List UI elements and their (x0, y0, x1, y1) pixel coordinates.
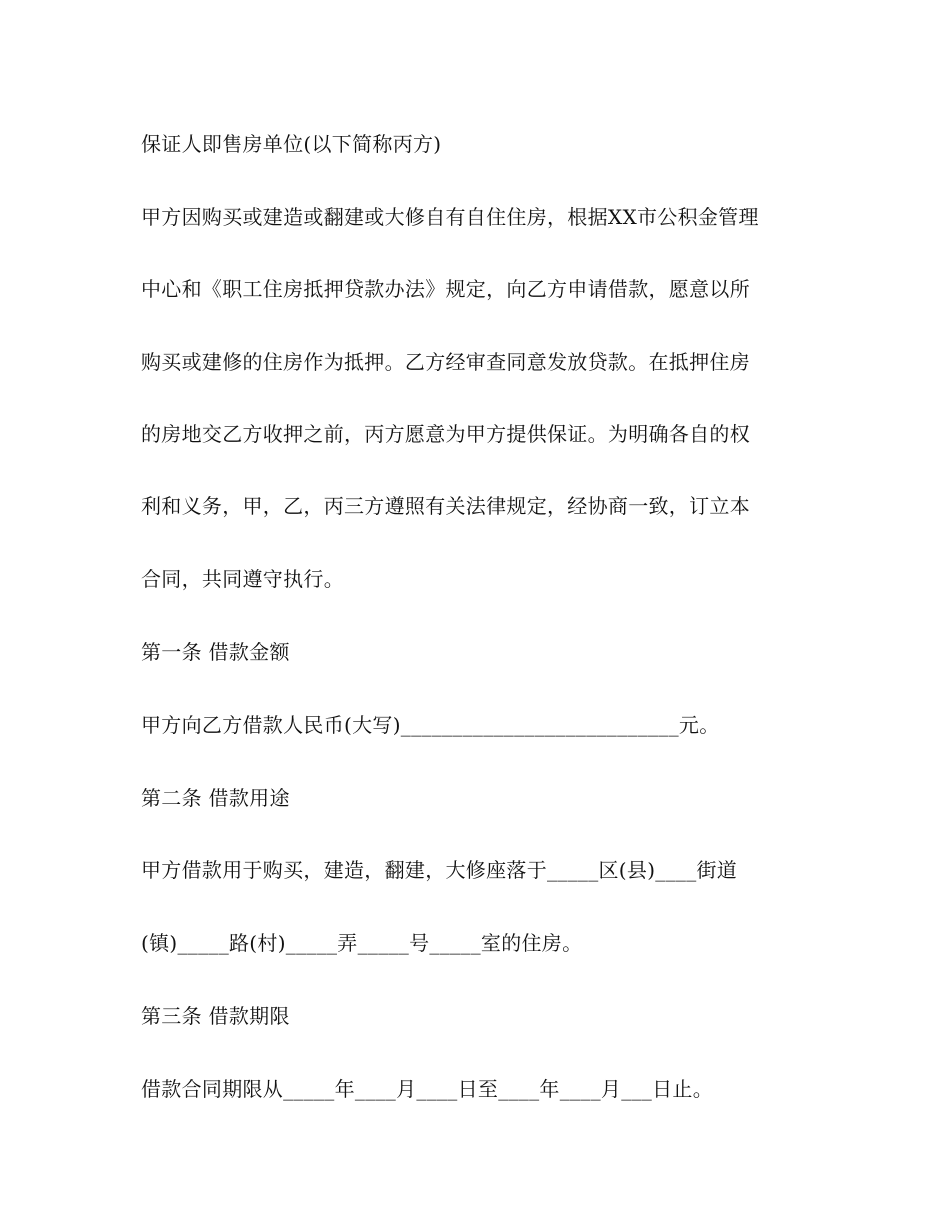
article-3-body: 借款合同期限从_____年____月____日至____年____月___日止。 (141, 1077, 713, 1101)
preamble-line-3: 购买或建修的住房作为抵押。乙方经审查同意发放贷款。在抵押住房 (141, 350, 750, 374)
guarantor-definition-line: 保证人即售房单位(以下简称丙方) (141, 132, 442, 156)
preamble-line-1: 甲方因购买或建造或翻建或大修自有自住住房，根据XX市公积金管理 (141, 205, 759, 229)
preamble-line-5: 利和义务，甲，乙，丙三方遵照有关法律规定，经协商一致，订立本 (141, 494, 750, 518)
article-1-heading: 第一条 借款金额 (141, 640, 290, 664)
article-2-heading: 第二条 借款用途 (141, 786, 290, 810)
preamble-line-4: 的房地交乙方收押之前，丙方愿意为甲方提供保证。为明确各自的权 (141, 422, 750, 446)
article-2-body-line-1: 甲方借款用于购买，建造，翻建，大修座落于_____区(县)____街道 (141, 858, 738, 882)
preamble-line-2: 中心和《职工住房抵押贷款办法》规定，向乙方申请借款，愿意以所 (141, 277, 750, 301)
preamble-line-6: 合同，共同遵守执行。 (141, 567, 344, 591)
article-1-body: 甲方向乙方借款人民币(大写)___________________________元。 (141, 713, 720, 737)
article-2-body-line-2: (镇)_____路(村)_____弄_____号_____室的住房。 (141, 931, 583, 955)
article-3-heading: 第三条 借款期限 (141, 1004, 290, 1028)
